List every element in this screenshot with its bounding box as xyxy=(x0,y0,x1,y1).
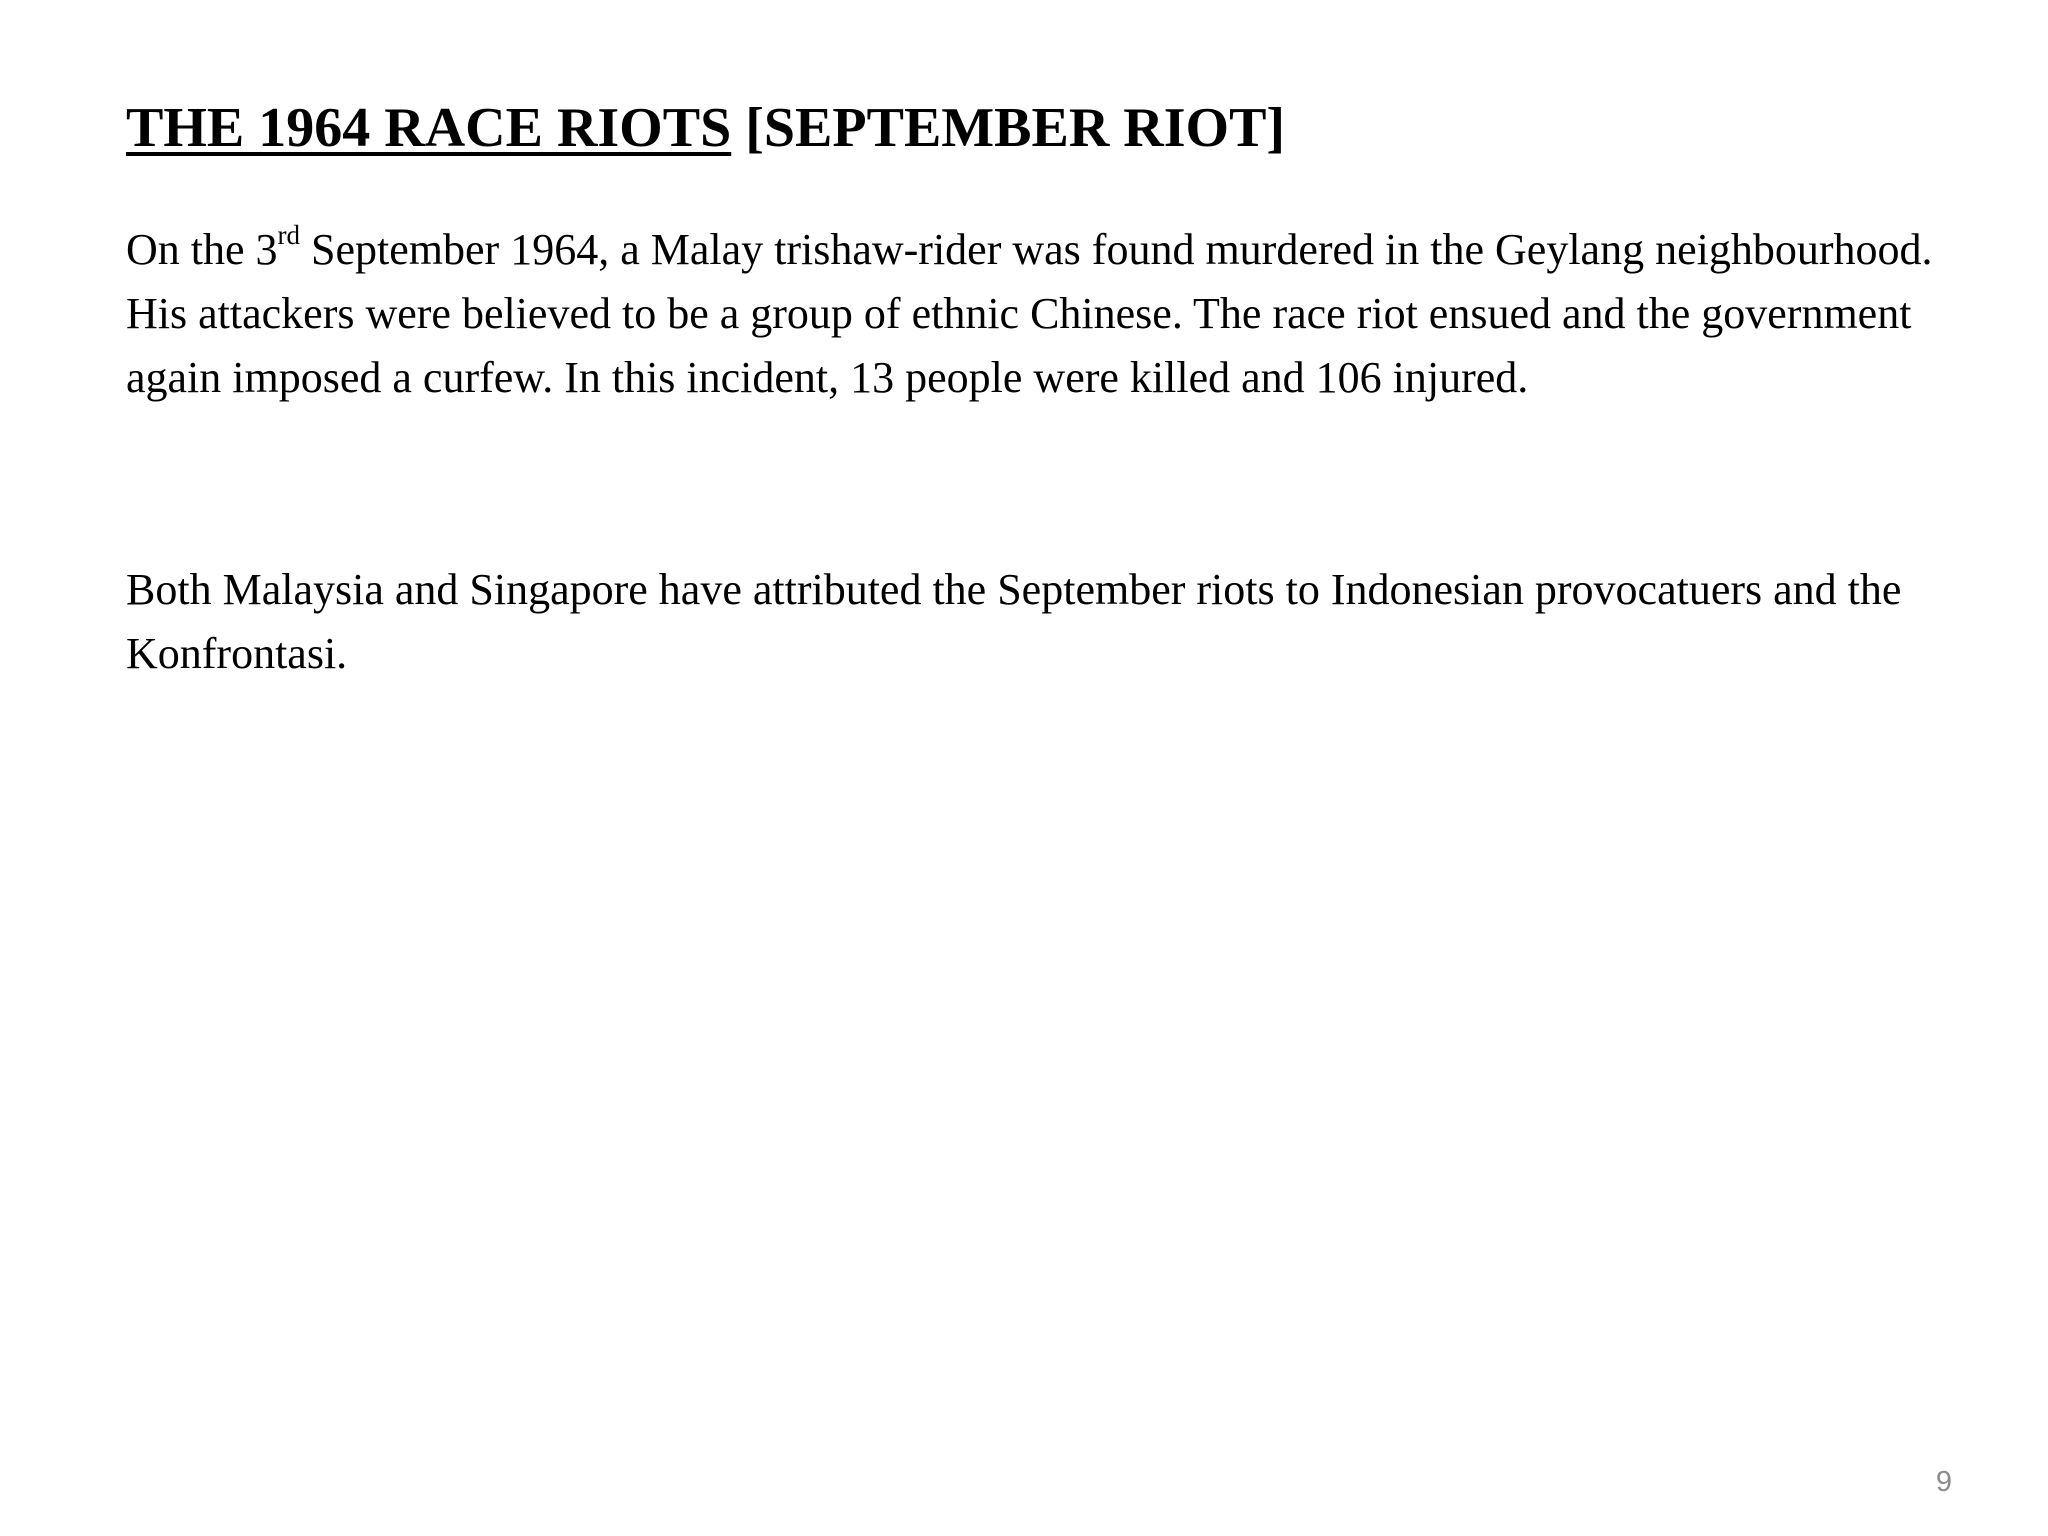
paragraph-1-prefix: On the 3 xyxy=(126,225,278,274)
page-number: 9 xyxy=(1935,1466,1952,1498)
paragraph-2: Both Malaysia and Singapore have attributed the September riots to Indonesian provocatuers and the Konfrontasi. xyxy=(126,565,1902,678)
paragraph-1 xyxy=(126,218,1946,410)
title-subtitle: [SEPTEMBER RIOT] xyxy=(731,97,1286,159)
ordinal-superscript: rd xyxy=(277,220,301,251)
slide-title xyxy=(126,92,1285,164)
title-main: THE 1964 RACE RIOTS xyxy=(126,97,732,159)
paragraph-1-text: September 1964, a Malay trishaw-rider was found murdered in the Geylang neighbourhood. His attackers were believed to be a group of ethnic Chinese. The race riot ensued and the government again imposed a curfew. In this incident, 13 people were killed and 106 injured. xyxy=(126,225,1933,402)
